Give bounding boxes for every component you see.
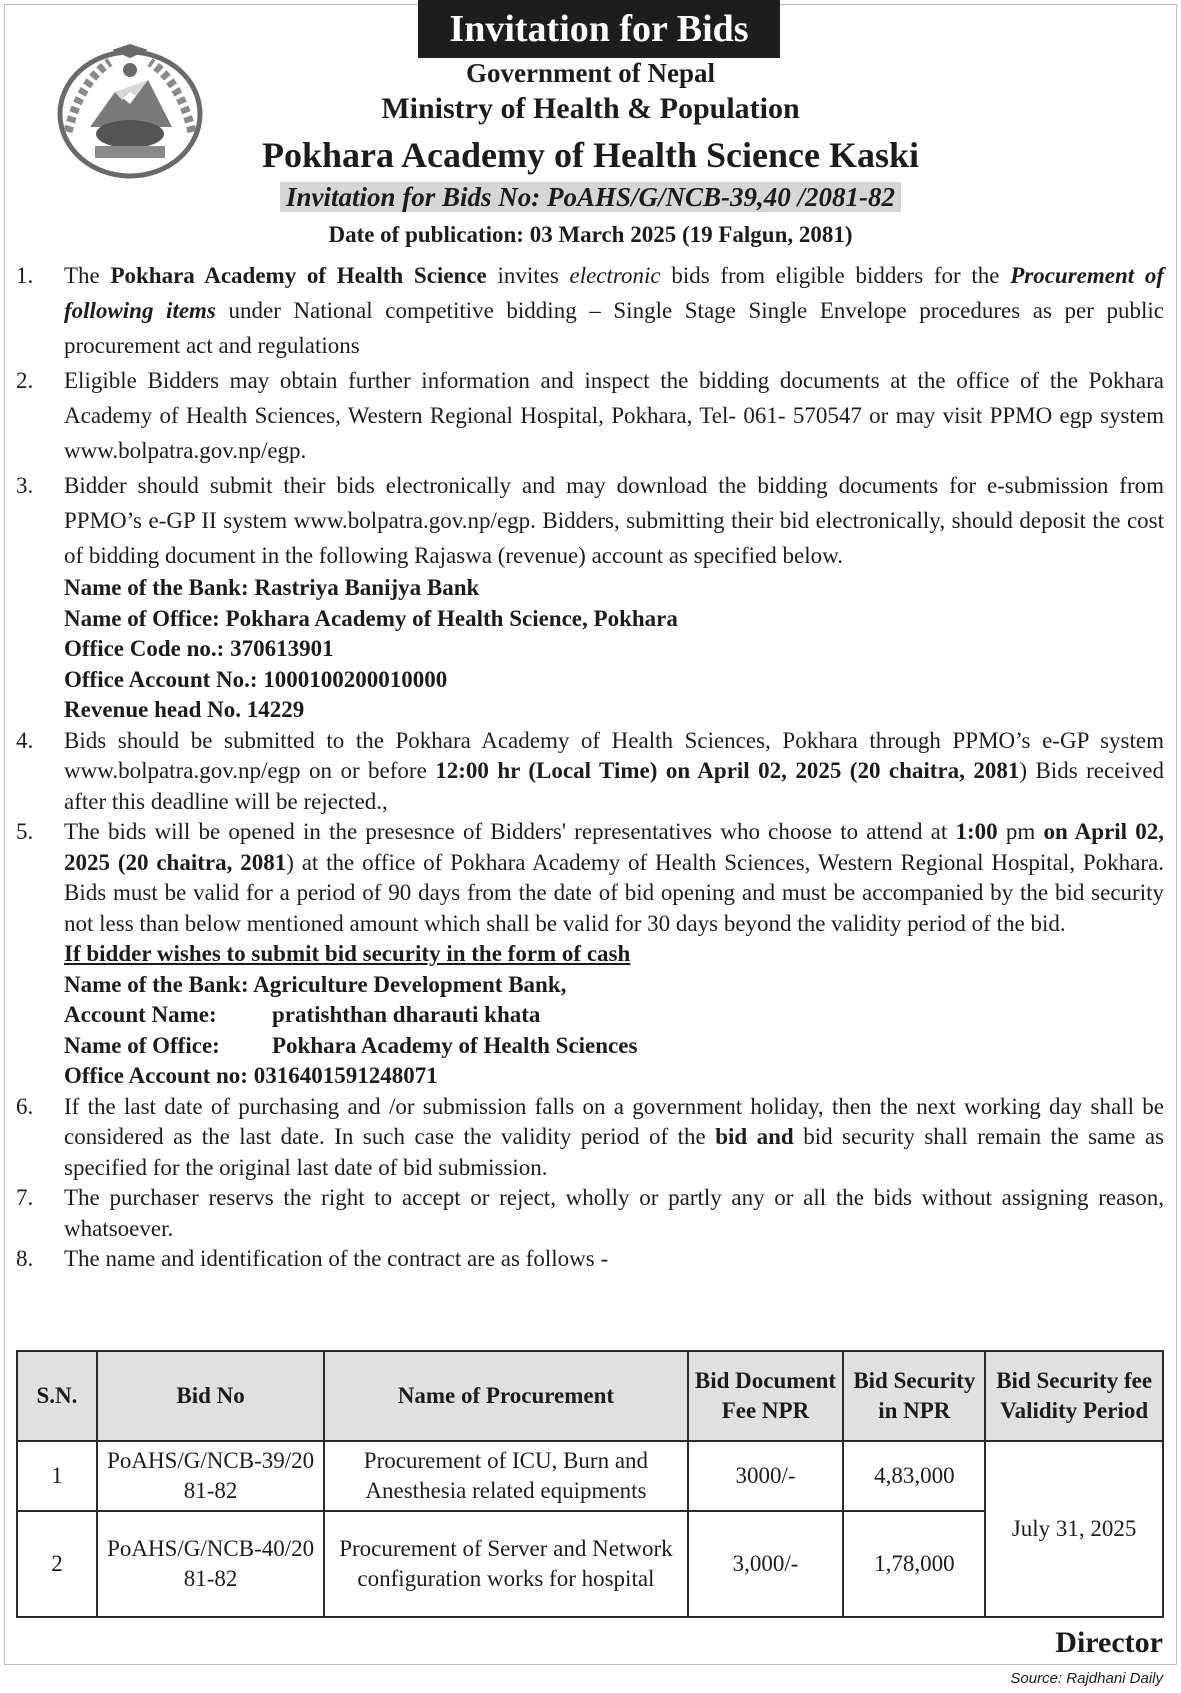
clause-6 xyxy=(16,1092,1164,1184)
government-heading: Government of Nepal xyxy=(466,58,715,88)
clause-number: 1. xyxy=(16,263,34,288)
revenue-office-code: Office Code no.: 370613901 xyxy=(64,636,334,661)
cell-bid-no: PoAHS/G/NCB-40/2081-82 xyxy=(97,1511,324,1617)
clause-1 xyxy=(16,258,1164,363)
clause-number: 6. xyxy=(16,1093,34,1119)
text-run: The bids will be opened in the presesnce of Bidders' representatives who choose to attend at xyxy=(64,819,956,844)
clause-number: 3. xyxy=(16,473,34,498)
text-run: bid security shall remain the same as specified for the original last date of bid submission. xyxy=(64,1124,1164,1180)
revenue-bank-name: Name of the Bank: Rastriya Banijya Bank xyxy=(64,575,480,600)
text-run: ) at the office of Pokhara Academy of Health Sciences, Western Regional Hospital, Pokhara. Bids must be valid for a period of 90 days from the date of bid opening and must be accompanied by the bid security not less than below mentioned amount which shall be valid for 30 days beyond the validity period of the bid. xyxy=(64,849,1164,936)
cash-office-label: Name of Office: xyxy=(64,1032,220,1058)
header-validity: Bid Security fee Validity Period xyxy=(985,1351,1163,1441)
cash-account-value: pratishthan dharauti khata xyxy=(272,1002,541,1027)
ifb-number xyxy=(0,182,1181,213)
text-run: If the last date of purchasing and /or submission falls on a government holiday, then the next working day shall be considered as the last date. In such case the validity period of the xyxy=(64,1093,1164,1149)
text-run: under National competitive bidding – Single Stage Single Envelope procedures as per public procurement act and regulations xyxy=(64,298,1164,358)
clause-number: 5. xyxy=(16,819,34,844)
header-doc-fee: Bid Document Fee NPR xyxy=(688,1351,844,1441)
cell-security: 1,78,000 xyxy=(843,1511,985,1617)
text-run: pm xyxy=(997,819,1044,844)
clause-text: The name and identification of the contract are as follows - xyxy=(64,1246,609,1271)
title-banner: Invitation for Bids xyxy=(418,0,780,58)
clause-5 xyxy=(16,817,1164,939)
cell-bid-no: PoAHS/G/NCB-39/2081-82 xyxy=(97,1441,324,1511)
clause-8 xyxy=(16,1244,1164,1275)
clause-text xyxy=(64,817,1164,939)
text-run: Bids should be submitted to the Pokhara Academy of Health Sciences, Pokhara through PPMO’s e-GP system www.bolpatra.gov.np/egp on or before xyxy=(64,727,1164,783)
header-bid-no: Bid No xyxy=(97,1351,324,1441)
text-run-bold: Pokhara Academy of Health Science xyxy=(110,263,487,288)
text-run: bids from eligible bidders for the xyxy=(660,263,1011,288)
text-run-italic: electronic xyxy=(569,263,661,288)
clause-2 xyxy=(16,363,1164,468)
cell-procurement: Procurement of ICU, Burn and Anesthesia related equipments xyxy=(324,1441,687,1511)
clause-number: 7. xyxy=(16,1185,34,1210)
clause-4 xyxy=(16,726,1164,818)
ministry-heading: Ministry of Health & Population xyxy=(381,92,800,125)
text-run-bold: 12:00 hr (Local Time) on April 02, 2025 (20 chaitra, 2081 xyxy=(435,758,1020,783)
revenue-office-name: Name of Office: Pokhara Academy of Health Science, Pokhara xyxy=(64,605,678,631)
text-run: The xyxy=(64,263,111,288)
header-procurement: Name of Procurement xyxy=(324,1351,687,1441)
cell-doc-fee: 3,000/- xyxy=(688,1511,844,1617)
ifb-number-text: Invitation for Bids No: PoAHS/G/NCB-39,40 /2081-82 xyxy=(280,182,901,212)
source-credit: Source: Rajdhani Daily xyxy=(1010,1670,1163,1687)
clause-text xyxy=(64,258,1164,363)
clause-7 xyxy=(16,1183,1164,1244)
cell-sn: 1 xyxy=(17,1441,97,1511)
signatory-title: Director xyxy=(1055,1626,1163,1659)
header-security: Bid Security in NPR xyxy=(843,1351,985,1441)
text-run-bold: on April 02, 2025 (20 chaitra, 2081 xyxy=(64,819,1165,875)
cash-office-name xyxy=(16,1031,1164,1062)
revenue-head-number: Revenue head No. 14229 xyxy=(64,697,305,722)
cell-procurement: Procurement of Server and Network configuration works for hospital xyxy=(324,1511,687,1617)
table-row xyxy=(17,1441,1163,1511)
clause-3 xyxy=(16,468,1164,573)
text-run: ) Bids received after this deadline will be rejected., xyxy=(64,758,1164,814)
publication-date: Date of publication: 03 March 2025 (19 Falgun, 2081) xyxy=(328,222,853,247)
cash-bank-name: Name of the Bank: Agriculture Development Bank, xyxy=(64,971,567,997)
clause-number: 2. xyxy=(16,368,34,393)
cell-security: 4,83,000 xyxy=(843,1441,985,1511)
cash-office-value: Pokhara Academy of Health Sciences xyxy=(272,1032,638,1058)
clause-number: 8. xyxy=(16,1246,34,1271)
notice-body xyxy=(16,258,1164,1275)
revenue-account-number: Office Account No.: 1000100200010000 xyxy=(64,666,448,692)
cash-account-label: Account Name: xyxy=(64,1002,217,1027)
clause-text: The purchaser reservs the right to accept or reject, wholly or partly any or all the bids without assigning reason, whatsoever. xyxy=(64,1185,1164,1241)
cash-security-heading: If bidder wishes to submit bid security in the form of cash xyxy=(64,941,631,966)
text-run-bold-italic: Procurement of following items xyxy=(64,263,1164,323)
text-run: invites xyxy=(486,263,570,288)
table-header-row xyxy=(17,1351,1163,1441)
clause-number: 4. xyxy=(16,727,34,753)
clause-text xyxy=(64,726,1164,818)
cell-sn: 2 xyxy=(17,1511,97,1617)
contract-table xyxy=(16,1350,1164,1618)
cash-account-name xyxy=(16,1000,1164,1031)
clause-text: Bidder should submit their bids electronically and may download the bidding documents for e-submission from PPMO’s e-GP II system www.bolpatra.gov.np/egp. Bidders, submitting their bid electronically, should deposit the cost of bidding document in the following Rajaswa (revenue) account as specified below. xyxy=(64,473,1164,568)
cell-doc-fee: 3000/- xyxy=(688,1441,844,1511)
academy-heading: Pokhara Academy of Health Science Kaski xyxy=(262,135,919,175)
text-run-bold: 1:00 xyxy=(955,819,998,844)
clause-text: Eligible Bidders may obtain further information and inspect the bidding documents at the office of the Pokhara Academy of Health Sciences, Western Regional Hospital, Pokhara, Tel- 061- 570547 or may visit PPMO egp system www.bolpatra.gov.np/egp. xyxy=(64,368,1164,463)
cash-office-account: Office Account no: 0316401591248071 xyxy=(64,1063,438,1088)
cell-validity: July 31, 2025 xyxy=(985,1441,1163,1617)
header-sn: S.N. xyxy=(17,1351,97,1441)
clause-text xyxy=(64,1092,1164,1184)
text-run-bold: bid and xyxy=(715,1124,794,1149)
